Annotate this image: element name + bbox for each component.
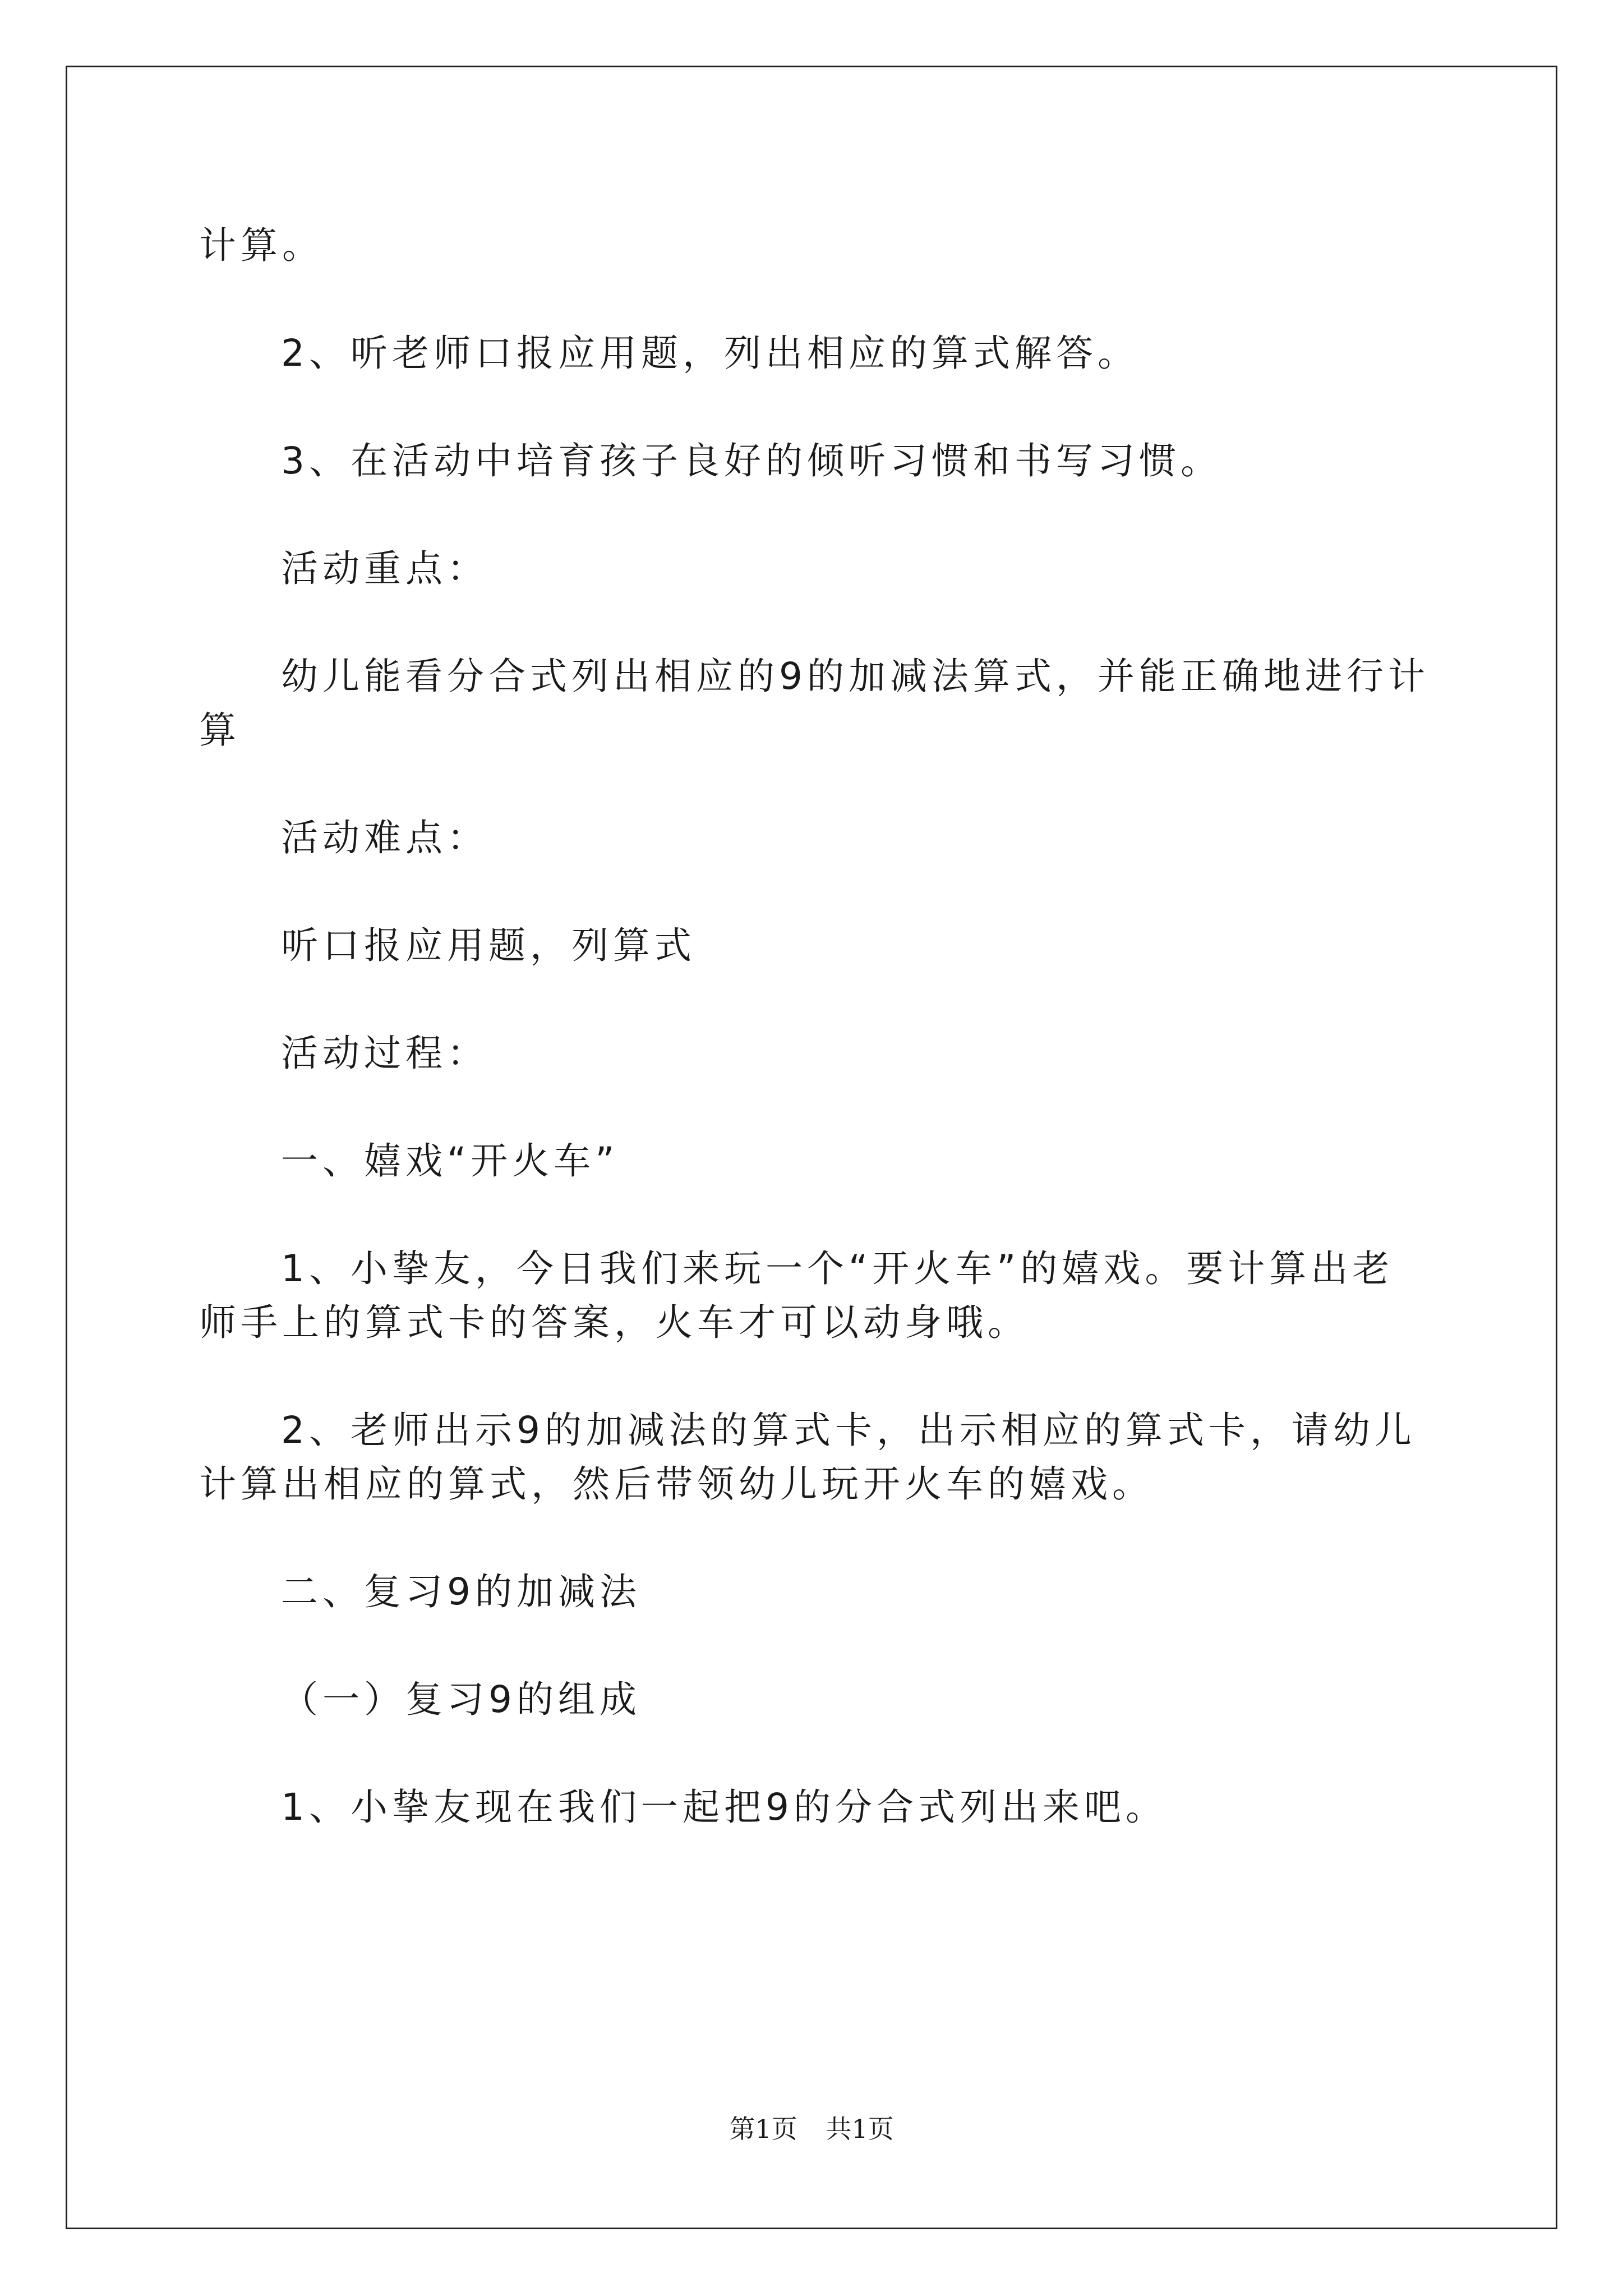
heading-activity-difficulty: 活动难点： [281, 816, 488, 859]
paragraph-difficulty-detail: 听口报应用题，列算式 [281, 924, 696, 967]
section-heading-game: 一、嬉戏“开火车” [281, 1139, 619, 1182]
paragraph-3: 3、在活动中培育孩子良好的倾听习惯和书写习惯。 [281, 439, 1222, 482]
paragraph-review-1: 1、小挚友现在我们一起把9的分合式列出来吧。 [281, 1786, 1167, 1829]
paragraph-focus-detail: 幼儿能看分合式列出相应的9的加减法算式，并能正确地进行计算 [199, 655, 1430, 752]
paragraph-2: 2、听老师口报应用题，列出相应的算式解答。 [281, 332, 1139, 375]
document-body [199, 219, 1433, 1888]
paragraph-game-2: 2、老师出示9的加减法的算式卡，出示相应的算式卡，请幼儿计算出相应的算式，然后带领幼儿玩开火车的嬉戏。 [199, 1409, 1416, 1506]
page-footer [0, 2112, 1623, 2146]
heading-activity-focus: 活动重点： [281, 547, 488, 590]
paragraph-1: 计算。 [199, 224, 324, 267]
section-heading-review: 二、复习9的加减法 [281, 1570, 641, 1613]
page-total: 共1页 [826, 2114, 894, 2144]
subsection-heading-composition: （一）复习9的组成 [281, 1678, 641, 1721]
paragraph-game-1: 1、小挚友，今日我们来玩一个“开火车”的嬉戏。要计算出老师手上的算式卡的答案，火车才可以动身哦。 [199, 1247, 1394, 1344]
heading-activity-process: 活动过程： [281, 1032, 488, 1075]
page-number: 第1页 [729, 2114, 797, 2144]
